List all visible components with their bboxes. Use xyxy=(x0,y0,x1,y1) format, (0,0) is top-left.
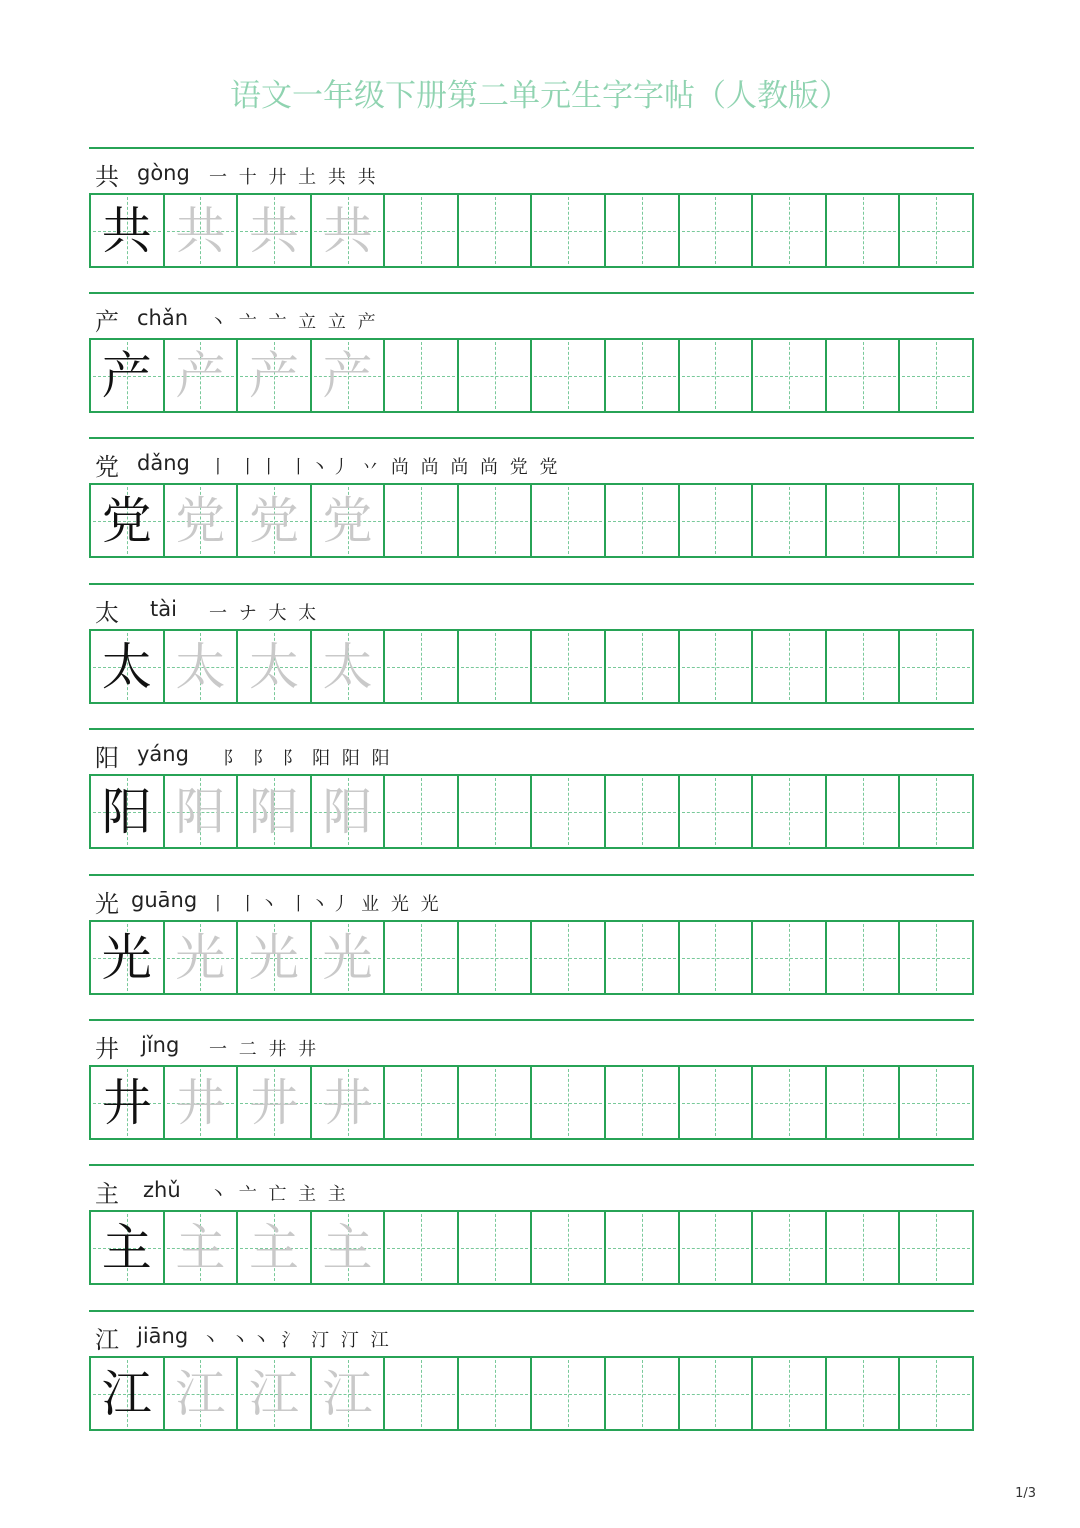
blank-cell[interactable] xyxy=(532,485,606,556)
trace-character: 江 xyxy=(248,1364,299,1423)
row-info xyxy=(95,1029,975,1063)
row-info xyxy=(95,1320,975,1354)
row-divider xyxy=(89,874,974,876)
blank-cell[interactable] xyxy=(385,1358,459,1429)
pinyin-label: gòng xyxy=(137,161,190,185)
writing-grid xyxy=(89,338,974,413)
pinyin-label: jiāng xyxy=(137,1324,189,1348)
practice-row xyxy=(89,1310,974,1450)
trace-cell xyxy=(165,1358,239,1429)
model-character: 党 xyxy=(101,491,152,550)
character-label: 党 xyxy=(95,453,119,481)
blank-cell[interactable] xyxy=(753,776,827,847)
writing-grid xyxy=(89,193,974,268)
practice-row xyxy=(89,1019,974,1159)
blank-cell[interactable] xyxy=(827,485,901,556)
trace-character: 共 xyxy=(175,201,226,260)
trace-character: 阳 xyxy=(248,782,299,841)
model-cell xyxy=(91,776,165,847)
row-divider xyxy=(89,1019,974,1021)
trace-character: 太 xyxy=(322,637,373,696)
blank-cell[interactable] xyxy=(459,922,533,993)
trace-cell xyxy=(238,631,312,702)
row-divider xyxy=(89,147,974,149)
model-character: 江 xyxy=(101,1364,152,1423)
trace-character: 太 xyxy=(248,637,299,696)
blank-cell[interactable] xyxy=(606,1067,680,1138)
trace-character: 共 xyxy=(322,201,373,260)
trace-character: 主 xyxy=(175,1218,226,1277)
character-label: 江 xyxy=(95,1326,119,1354)
row-info xyxy=(95,1174,975,1208)
blank-cell[interactable] xyxy=(827,1067,901,1138)
model-cell xyxy=(91,340,165,411)
blank-cell[interactable] xyxy=(680,922,754,993)
model-cell xyxy=(91,1358,165,1429)
row-divider xyxy=(89,292,974,294)
trace-character: 党 xyxy=(175,491,226,550)
stroke-order: 丶 亠 亡 主 主 xyxy=(209,1184,349,1205)
practice-row xyxy=(89,874,974,1014)
row-divider xyxy=(89,1310,974,1312)
blank-cell[interactable] xyxy=(459,1212,533,1283)
blank-cell[interactable] xyxy=(385,195,459,266)
blank-cell[interactable] xyxy=(900,485,974,556)
model-character: 主 xyxy=(101,1218,152,1277)
trace-character: 主 xyxy=(322,1218,373,1277)
writing-grid xyxy=(89,483,974,558)
trace-cell xyxy=(312,340,386,411)
blank-cell[interactable] xyxy=(680,195,754,266)
blank-cell[interactable] xyxy=(532,1358,606,1429)
trace-cell xyxy=(238,485,312,556)
trace-cell xyxy=(165,922,239,993)
blank-cell[interactable] xyxy=(459,195,533,266)
trace-character: 井 xyxy=(175,1073,226,1132)
trace-cell xyxy=(238,922,312,993)
row-info xyxy=(95,447,975,481)
blank-cell[interactable] xyxy=(827,922,901,993)
trace-cell xyxy=(312,195,386,266)
trace-character: 井 xyxy=(248,1073,299,1132)
trace-character: 光 xyxy=(248,928,299,987)
trace-cell xyxy=(165,776,239,847)
row-info xyxy=(95,884,975,918)
blank-cell[interactable] xyxy=(900,195,974,266)
practice-row xyxy=(89,1164,974,1304)
pinyin-label: zhǔ xyxy=(143,1178,181,1202)
trace-character: 主 xyxy=(248,1218,299,1277)
blank-cell[interactable] xyxy=(827,1358,901,1429)
blank-cell[interactable] xyxy=(900,340,974,411)
trace-cell xyxy=(312,922,386,993)
blank-cell[interactable] xyxy=(606,1358,680,1429)
blank-cell[interactable] xyxy=(753,631,827,702)
blank-cell[interactable] xyxy=(606,776,680,847)
blank-cell[interactable] xyxy=(532,195,606,266)
model-cell xyxy=(91,922,165,993)
practice-row xyxy=(89,437,974,577)
row-info xyxy=(95,738,975,772)
blank-cell[interactable] xyxy=(606,485,680,556)
practice-row xyxy=(89,292,974,432)
writing-grid xyxy=(89,1356,974,1431)
writing-grid xyxy=(89,774,974,849)
blank-cell[interactable] xyxy=(459,1067,533,1138)
practice-row xyxy=(89,583,974,723)
trace-cell xyxy=(165,1067,239,1138)
row-divider xyxy=(89,437,974,439)
blank-cell[interactable] xyxy=(385,340,459,411)
blank-cell[interactable] xyxy=(900,776,974,847)
trace-character: 产 xyxy=(175,346,226,405)
blank-cell[interactable] xyxy=(385,922,459,993)
model-cell xyxy=(91,485,165,556)
trace-cell xyxy=(312,1212,386,1283)
blank-cell[interactable] xyxy=(753,485,827,556)
blank-cell[interactable] xyxy=(532,631,606,702)
character-label: 产 xyxy=(95,308,119,336)
trace-character: 光 xyxy=(175,928,226,987)
writing-grid xyxy=(89,1065,974,1140)
page-number: 1/3 xyxy=(1015,1486,1036,1501)
blank-cell[interactable] xyxy=(900,1212,974,1283)
trace-cell xyxy=(238,776,312,847)
row-divider xyxy=(89,583,974,585)
blank-cell[interactable] xyxy=(827,776,901,847)
blank-cell[interactable] xyxy=(532,776,606,847)
blank-cell[interactable] xyxy=(606,631,680,702)
blank-cell[interactable] xyxy=(753,1212,827,1283)
page-title: 语文一年级下册第二单元生字字帖（人教版） xyxy=(230,78,850,114)
model-character: 产 xyxy=(101,346,152,405)
pinyin-label: tài xyxy=(150,597,177,621)
trace-cell xyxy=(238,1212,312,1283)
writing-grid xyxy=(89,629,974,704)
blank-cell[interactable] xyxy=(680,485,754,556)
stroke-order: 丶 亠 亠 立 立 产 xyxy=(209,312,379,333)
blank-cell[interactable] xyxy=(827,1212,901,1283)
blank-cell[interactable] xyxy=(827,340,901,411)
blank-cell[interactable] xyxy=(753,340,827,411)
blank-cell[interactable] xyxy=(753,1067,827,1138)
pinyin-label: yáng xyxy=(137,742,189,766)
character-label: 太 xyxy=(95,599,119,627)
model-character: 井 xyxy=(101,1073,152,1132)
trace-character: 光 xyxy=(322,928,373,987)
trace-cell xyxy=(238,195,312,266)
trace-cell xyxy=(165,340,239,411)
blank-cell[interactable] xyxy=(900,631,974,702)
trace-cell xyxy=(312,485,386,556)
blank-cell[interactable] xyxy=(385,631,459,702)
trace-cell xyxy=(165,195,239,266)
character-label: 光 xyxy=(95,890,119,918)
stroke-order: 丶 丶丶 氵 汀 汀 江 xyxy=(201,1330,392,1351)
blank-cell[interactable] xyxy=(827,195,901,266)
row-info xyxy=(95,157,975,191)
blank-cell[interactable] xyxy=(753,922,827,993)
model-cell xyxy=(91,1067,165,1138)
blank-cell[interactable] xyxy=(680,631,754,702)
trace-character: 党 xyxy=(248,491,299,550)
trace-cell xyxy=(165,485,239,556)
trace-character: 江 xyxy=(322,1364,373,1423)
trace-cell xyxy=(312,1067,386,1138)
trace-cell xyxy=(165,1212,239,1283)
trace-character: 共 xyxy=(248,201,299,260)
pinyin-label: guāng xyxy=(131,888,198,912)
row-info xyxy=(95,593,975,627)
row-divider xyxy=(89,728,974,730)
trace-character: 产 xyxy=(248,346,299,405)
pinyin-label: jǐng xyxy=(141,1033,180,1057)
stroke-order: 一 ナ 大 太 xyxy=(209,603,320,624)
character-label: 共 xyxy=(95,163,119,191)
model-character: 光 xyxy=(101,928,152,987)
character-label: 井 xyxy=(95,1035,119,1063)
blank-cell[interactable] xyxy=(459,340,533,411)
trace-cell xyxy=(238,1358,312,1429)
trace-cell xyxy=(238,1067,312,1138)
model-cell xyxy=(91,195,165,266)
trace-character: 阳 xyxy=(175,782,226,841)
pinyin-label: dǎng xyxy=(137,451,190,475)
model-cell xyxy=(91,1212,165,1283)
blank-cell[interactable] xyxy=(459,776,533,847)
character-label: 阳 xyxy=(95,744,119,772)
blank-cell[interactable] xyxy=(900,922,974,993)
blank-cell[interactable] xyxy=(606,195,680,266)
blank-cell[interactable] xyxy=(459,1358,533,1429)
blank-cell[interactable] xyxy=(606,1212,680,1283)
blank-cell[interactable] xyxy=(680,340,754,411)
character-label: 主 xyxy=(95,1180,119,1208)
blank-cell[interactable] xyxy=(606,340,680,411)
blank-cell[interactable] xyxy=(753,195,827,266)
writing-grid xyxy=(89,1210,974,1285)
row-info xyxy=(95,302,975,336)
trace-character: 产 xyxy=(322,346,373,405)
practice-row xyxy=(89,728,974,868)
model-character: 共 xyxy=(101,201,152,260)
blank-cell[interactable] xyxy=(532,340,606,411)
blank-cell[interactable] xyxy=(385,776,459,847)
practice-row xyxy=(89,147,974,287)
blank-cell[interactable] xyxy=(532,1067,606,1138)
model-character: 太 xyxy=(101,637,152,696)
blank-cell[interactable] xyxy=(606,922,680,993)
model-cell xyxy=(91,631,165,702)
blank-cell[interactable] xyxy=(680,1067,754,1138)
blank-cell[interactable] xyxy=(532,1212,606,1283)
blank-cell[interactable] xyxy=(532,922,606,993)
writing-grid xyxy=(89,920,974,995)
trace-character: 井 xyxy=(322,1073,373,1132)
blank-cell[interactable] xyxy=(680,776,754,847)
stroke-order: 一 十 廾 土 共 共 xyxy=(209,167,379,188)
trace-character: 江 xyxy=(175,1364,226,1423)
blank-cell[interactable] xyxy=(753,1358,827,1429)
trace-cell xyxy=(312,776,386,847)
blank-cell[interactable] xyxy=(680,1212,754,1283)
blank-cell[interactable] xyxy=(385,485,459,556)
model-character: 阳 xyxy=(101,782,152,841)
blank-cell[interactable] xyxy=(900,1358,974,1429)
blank-cell[interactable] xyxy=(827,631,901,702)
stroke-order: 阝 阝 阝 阳 阳 阳 xyxy=(223,748,393,769)
trace-character: 太 xyxy=(175,637,226,696)
trace-cell xyxy=(238,340,312,411)
blank-cell[interactable] xyxy=(385,1067,459,1138)
stroke-order: 一 二 井 井 xyxy=(209,1039,320,1060)
stroke-order: 丨 丨丨 丨丶丿 丷 尚 尚 尚 尚 党 党 xyxy=(209,457,561,478)
row-divider xyxy=(89,1164,974,1166)
blank-cell[interactable] xyxy=(459,631,533,702)
blank-cell[interactable] xyxy=(680,1358,754,1429)
blank-cell[interactable] xyxy=(459,485,533,556)
pinyin-label: chǎn xyxy=(137,306,189,330)
trace-character: 党 xyxy=(322,491,373,550)
trace-cell xyxy=(312,1358,386,1429)
trace-cell xyxy=(312,631,386,702)
blank-cell[interactable] xyxy=(385,1212,459,1283)
trace-character: 阳 xyxy=(322,782,373,841)
trace-cell xyxy=(165,631,239,702)
blank-cell[interactable] xyxy=(900,1067,974,1138)
stroke-order: 丨 丨丶 丨丶丿 业 光 光 xyxy=(209,894,442,915)
